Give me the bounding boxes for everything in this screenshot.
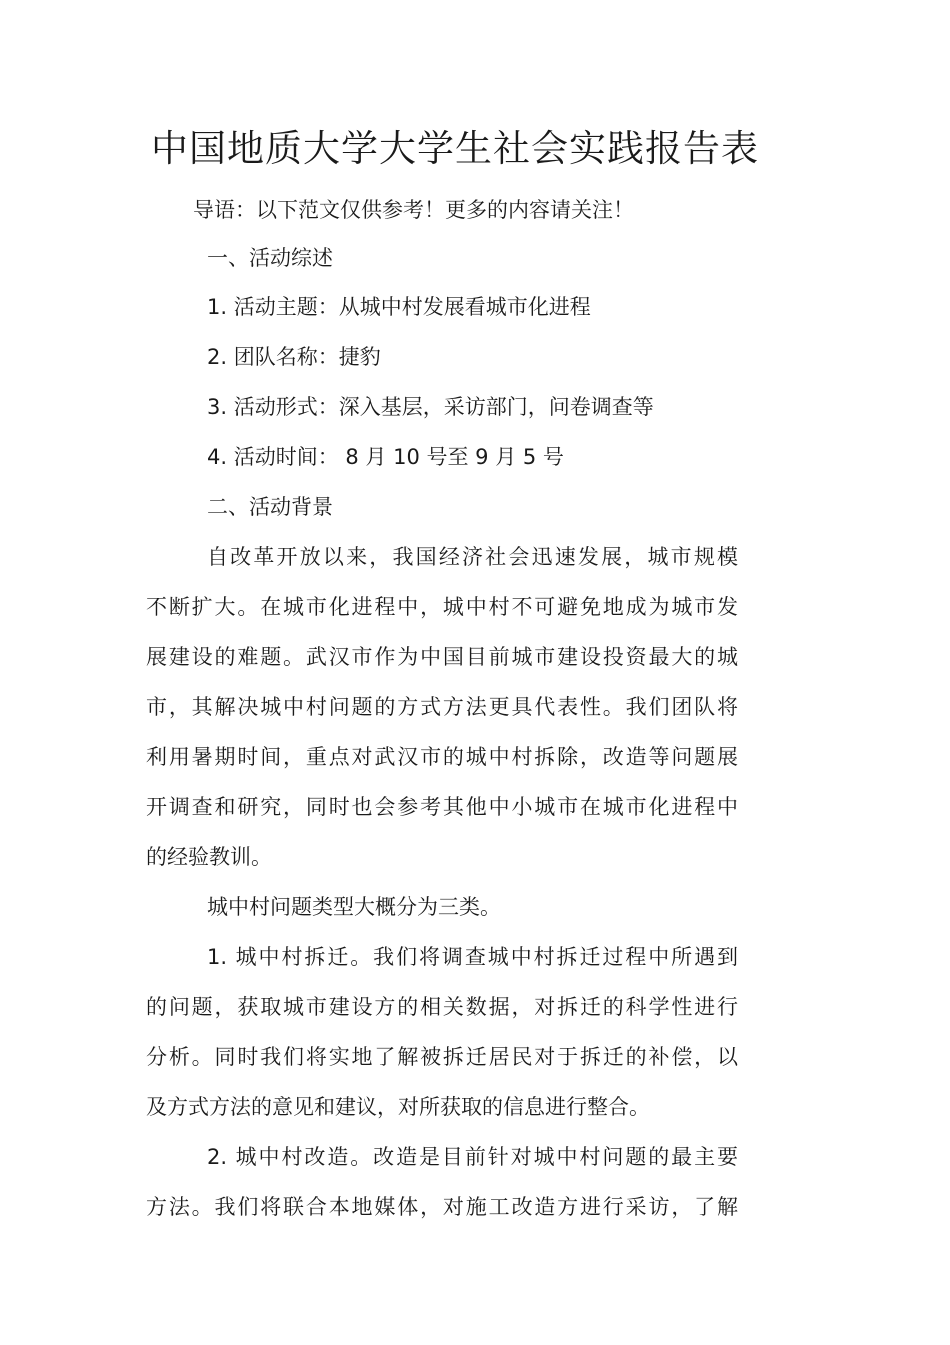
intro-note: 导语：以下范文仅供参考！更多的内容请关注！	[193, 198, 634, 222]
item-team-name: 2. 团队名称：捷豹	[207, 345, 381, 369]
section-heading-overview: 一、活动综述	[207, 246, 333, 270]
paragraph-line: 利用暑期时间，重点对武汉市的城中村拆除，改造等问题展	[146, 745, 738, 769]
section-heading-background: 二、活动背景	[207, 495, 333, 519]
paragraph-line: 不断扩大。在城市化进程中，城中村不可避免地成为城市发	[146, 595, 738, 619]
paragraph-line: 城中村问题类型大概分为三类。	[207, 895, 501, 919]
item-activity-time: 4. 活动时间： 8 月 10 号至 9 月 5 号	[207, 445, 564, 469]
paragraph-line: 方法。我们将联合本地媒体，对施工改造方进行采访，了解	[146, 1195, 738, 1219]
paragraph-line: 的经验教训。	[146, 845, 272, 869]
item-activity-form: 3. 活动形式：深入基层，采访部门，问卷调查等	[207, 395, 654, 419]
paragraph-line: 市，其解决城中村问题的方式方法更具代表性。我们团队将	[146, 695, 738, 719]
paragraph-line: 开调查和研究，同时也会参考其他中小城市在城市化进程中	[146, 795, 738, 819]
paragraph-line: 展建设的难题。武汉市作为中国目前城市建设投资最大的城	[146, 645, 738, 669]
document-title: 中国地质大学大学生社会实践报告表	[151, 127, 759, 170]
paragraph-line: 的问题，获取城市建设方的相关数据，对拆迁的科学性进行	[146, 995, 738, 1019]
paragraph-line: 2. 城中村改造。改造是目前针对城中村问题的最主要	[207, 1145, 738, 1169]
paragraph-line: 分析。同时我们将实地了解被拆迁居民对于拆迁的补偿，以	[146, 1045, 738, 1069]
paragraph-line: 及方式方法的意见和建议，对所获取的信息进行整合。	[146, 1095, 650, 1119]
item-activity-theme: 1. 活动主题：从城中村发展看城市化进程	[207, 295, 591, 319]
paragraph-line: 1. 城中村拆迁。我们将调查城中村拆迁过程中所遇到	[207, 945, 738, 969]
paragraph-line: 自改革开放以来，我国经济社会迅速发展，城市规模	[207, 545, 738, 569]
